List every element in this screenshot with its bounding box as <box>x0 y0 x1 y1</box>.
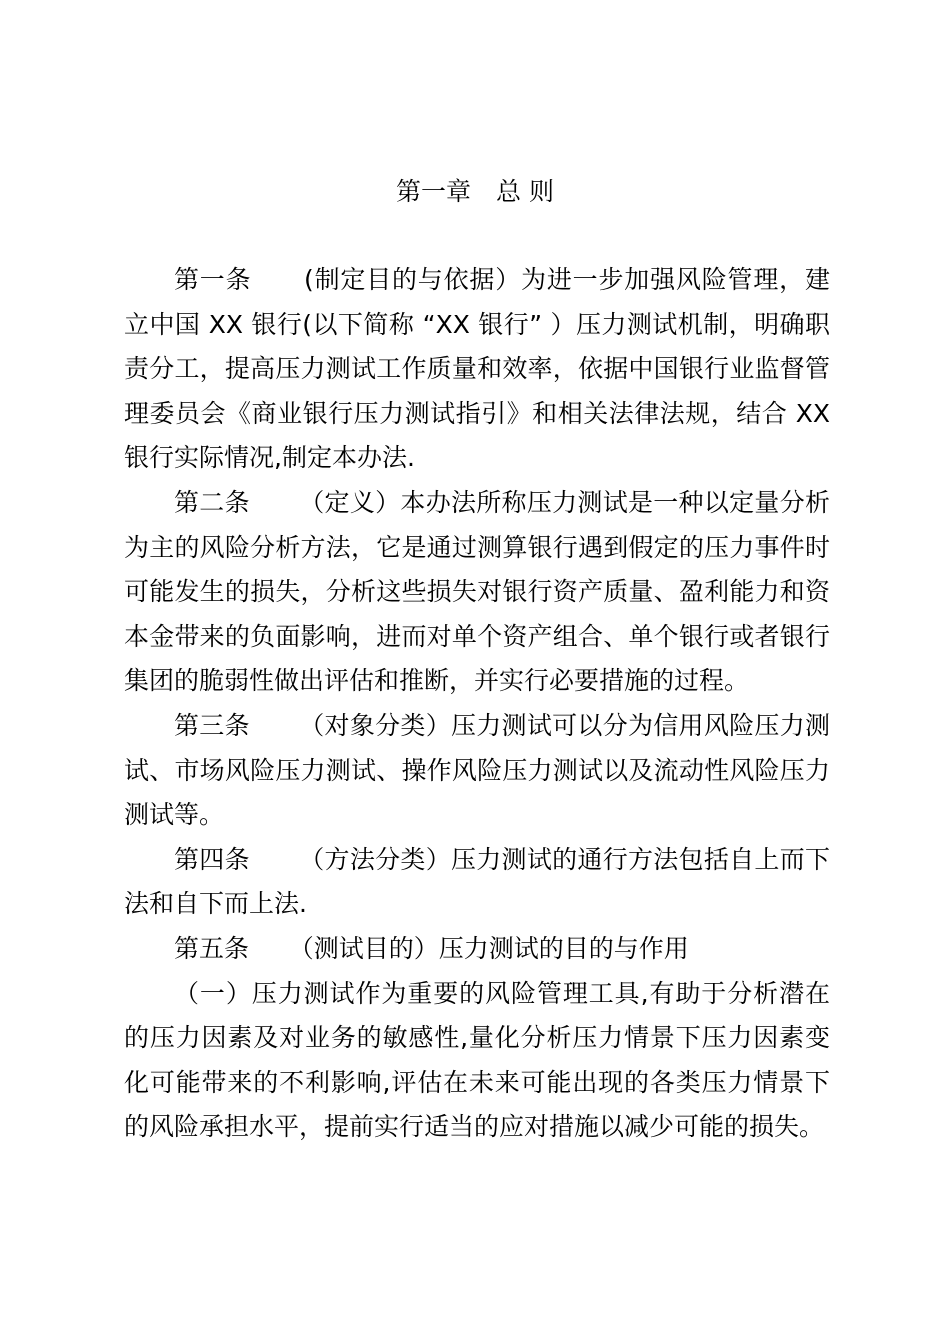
article-1-label: 第一条 <box>174 265 252 294</box>
article-5 <box>124 927 830 972</box>
article-gap <box>250 845 299 874</box>
document-body <box>124 258 830 1150</box>
article-1 <box>124 258 830 481</box>
article-5-text: （测试目的）压力测试的目的与作用 <box>288 933 689 963</box>
article-gap <box>250 711 299 740</box>
article-gap <box>249 934 289 963</box>
article-2-text: （定义）本办法所称压力测试是一种以定量分析为主的风险分析方法，它是通过测算银行遇到假定的压力事件时可能发生的损失，分析这些损失对银行资产质量、盈利能力和资本金带来的负面影响，进而对单个资产组合、单个银行或者银行集团的脆弱性做出评估和推断，并实行必要措施的过程。 <box>124 487 830 696</box>
item-1 <box>124 972 830 1150</box>
article-gap <box>251 265 304 294</box>
article-2 <box>124 481 830 704</box>
article-3-text: （对象分类）压力测试可以分为信用风险压力测试、市场风险压力测试、操作风险压力测试以及流动性风险压力测试等。 <box>124 710 830 830</box>
article-3-label: 第三条 <box>174 710 250 740</box>
article-4 <box>124 838 830 927</box>
article-4-text: （方法分类）压力测试的通行方法包括自上而下法和自下而上法. <box>124 844 830 919</box>
article-3 <box>124 704 830 838</box>
article-4-label: 第四条 <box>174 844 250 874</box>
item-1-text: （一）压力测试作为重要的风险管理工具,有助于分析潜在的压力因素及对业务的敏感性,量化分析压力情景下压力因素变化可能带来的不利影响,评估在未来可能出现的各类压力情景下的风险承担水平，提前实行适当的应对措施以减少可能的损失。 <box>124 978 830 1142</box>
article-gap <box>250 488 299 517</box>
chapter-title: 第一章 总 则 <box>396 177 554 206</box>
article-1-text: (制定目的与依据）为进一步加强风险管理，建立中国 XX 银行(以下简称 “XX 银行” ）压力测试机制，明确职责分工，提高压力测试工作质量和效率，依据中国银行业监督管理委员会《商业银行压力测试指引》和相关法律法规，结合 XX 银行实际情况,制定本办法. <box>124 265 830 473</box>
article-2-label: 第二条 <box>174 487 250 517</box>
article-5-label: 第五条 <box>174 933 250 963</box>
